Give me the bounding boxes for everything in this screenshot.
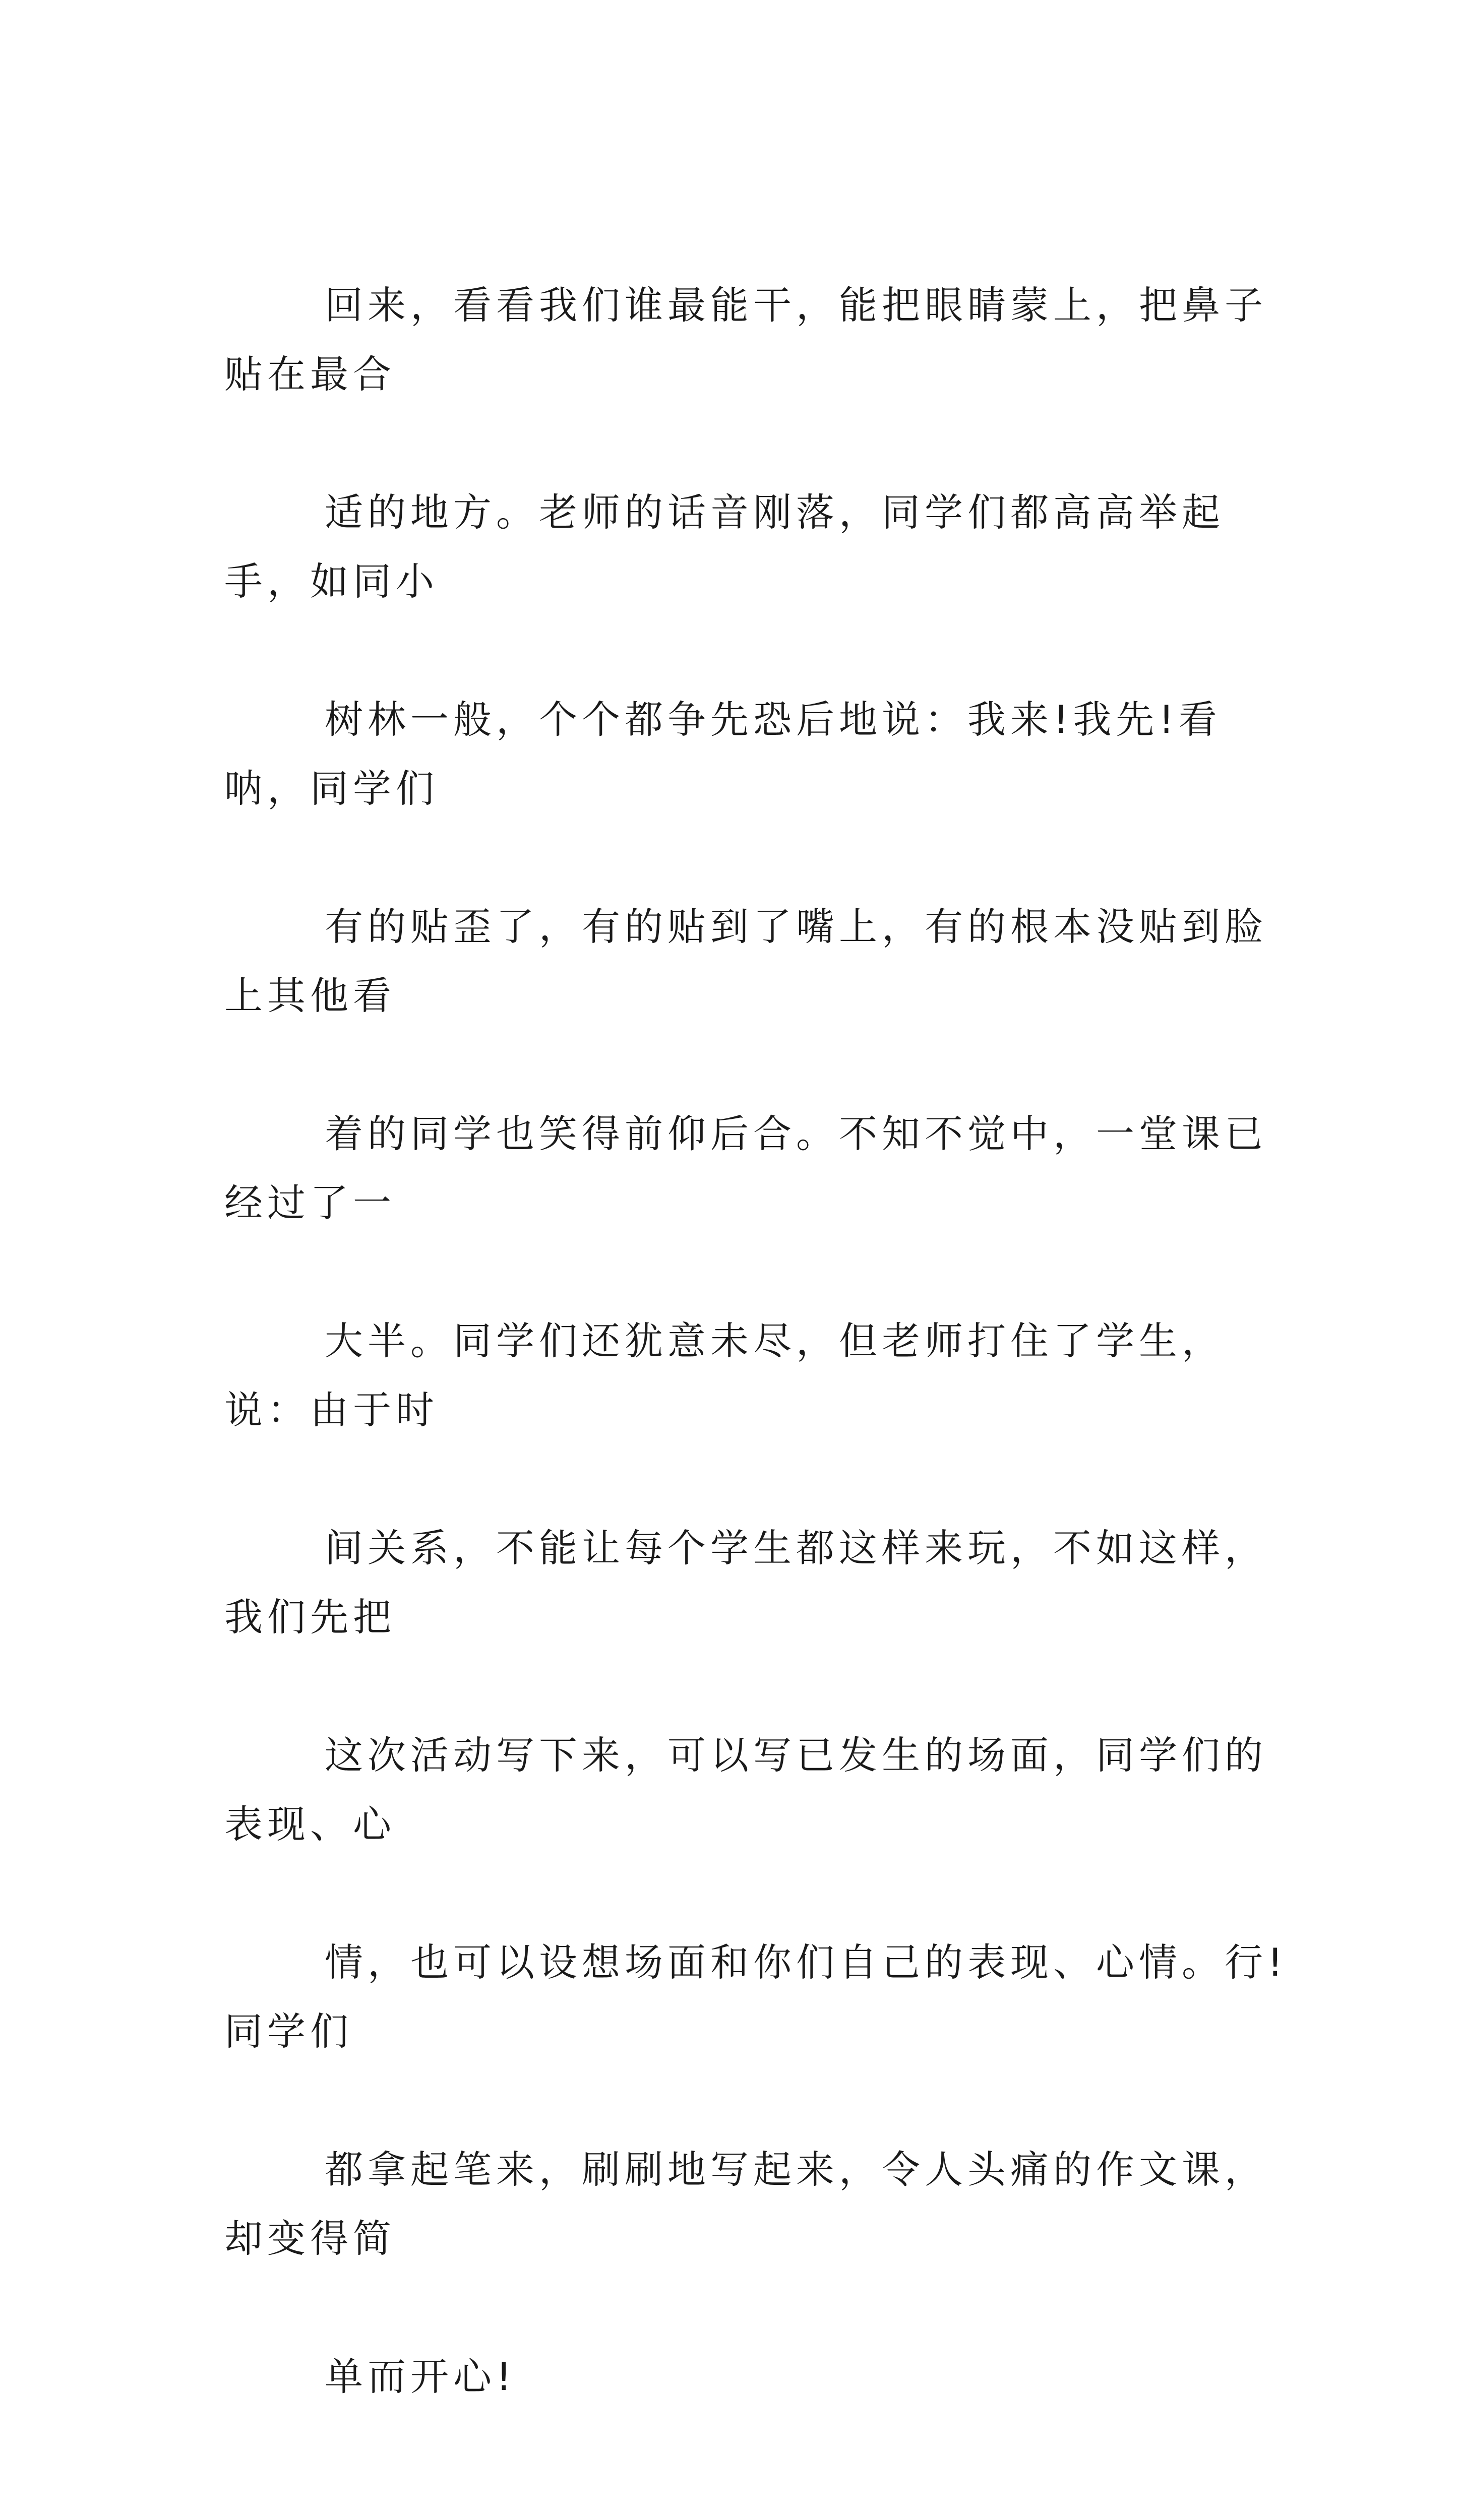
text-line: 情，也可以设想场面和你们自己的表现、心情。行!同学们	[224, 1940, 1288, 2054]
text-line: 这次活动写下来，可以写已发生的场面，同学们的表现、心	[224, 1733, 1267, 1847]
text-line: 都拿起笔来，刷刷地写起来，令人头痛的作文课，却变得简	[224, 2147, 1267, 2261]
text-line: 大半。同学们还犹意未尽，但老师打住了学生，说：由于时	[224, 1318, 1225, 1432]
text-line: 回来，看看我们谁最能干，能把眼睛蒙上，把鼻子贴在最合	[224, 283, 1267, 397]
text-line: 树林一般，个个都争先恐后地说：我来!我先!看呐，同学们	[224, 697, 1222, 811]
paragraph-continued	[224, 202, 1303, 2480]
document-body	[224, 202, 1303, 2520]
text-line: 有的贴歪了，有的贴到了嘴上，有的根本没贴到脸上其他看	[224, 904, 1267, 1018]
text-line: 着的同学也笑得前仰后合。不知不觉中，一堂课已经过了一	[224, 1111, 1267, 1225]
text-line: 单而开心!	[324, 2354, 516, 2399]
paragraph-teacher-metaphor	[224, 2480, 1303, 2520]
text-line: 适的地方。老师的话音刚落，同学们都高高举起手，如同小	[224, 490, 1225, 604]
text-line: 间关系，不能让每个学生都这样来玩，不如这样，我们先把	[224, 1526, 1267, 1640]
